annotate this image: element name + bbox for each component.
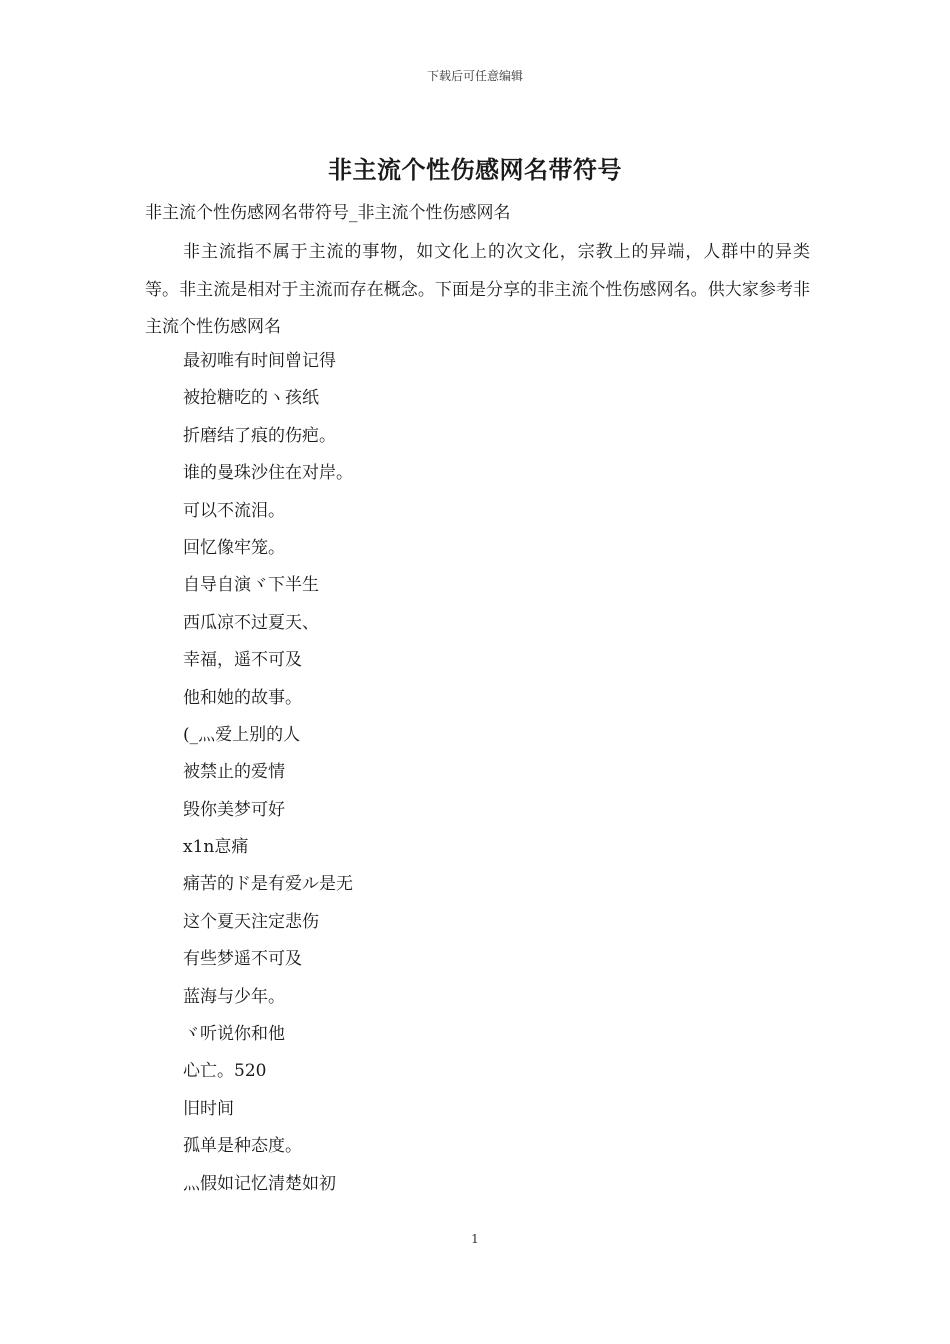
list-item: x1n恴痛: [183, 837, 249, 858]
list-item: (_灬爱上别的人: [183, 724, 301, 745]
list-item: 幸福，遥不可及: [183, 650, 302, 671]
list-item: 灬假如记忆清楚如初: [183, 1173, 336, 1194]
list-item: 被抢糖吃的ヽ孩纸: [183, 388, 319, 409]
list-item: 回忆像牢笼。: [183, 537, 285, 558]
list-item: 最初唯有时间曾记得: [183, 351, 336, 371]
list-item: 西瓜凉不过夏天、: [183, 612, 319, 633]
list-item: 谁的曼珠沙住在对岸。: [183, 463, 353, 484]
list-item: 孤单是种态度。: [183, 1136, 302, 1157]
page-number: 1: [471, 1232, 479, 1246]
list-item: ヾ听说你和他: [183, 1024, 285, 1045]
list-item: 旧时间: [183, 1098, 234, 1119]
page-header-note: 下载后可任意编辑: [426, 69, 523, 83]
list-item: 这个夏天注定悲伤: [183, 911, 319, 932]
intro-paragraph: 非主流指不属于主流的事物，如文化上的次文化，宗教上的异端，人群中的异类等。非主流是相对于主流而存在概念。下面是分享的非主流个性伤感网名。供大家参考非主流个性伤感网名: [145, 242, 810, 337]
list-item: 蓝海与少年。: [183, 986, 285, 1007]
document-subtitle: 非主流个性伤感网名带符号_非主流个性伤感网名: [145, 203, 511, 223]
list-item: 他和她的故事。: [183, 687, 302, 708]
list-item: 被禁止的爱情: [183, 762, 285, 783]
name-list: [183, 343, 353, 1203]
list-item: 心亡。520: [183, 1061, 267, 1082]
list-item: 有些梦遥不可及: [183, 949, 302, 970]
list-item: 折磨结了痕的伤疤。: [183, 425, 336, 446]
document-title: 非主流个性伤感网名带符号: [328, 155, 622, 184]
list-item: 毁你美梦可好: [183, 799, 285, 820]
list-item: 自导自演ヾ下半生: [183, 575, 319, 596]
list-item: 痛苦的ド是有爱ル是无: [183, 874, 353, 895]
list-item: 可以不流泪。: [183, 500, 285, 521]
